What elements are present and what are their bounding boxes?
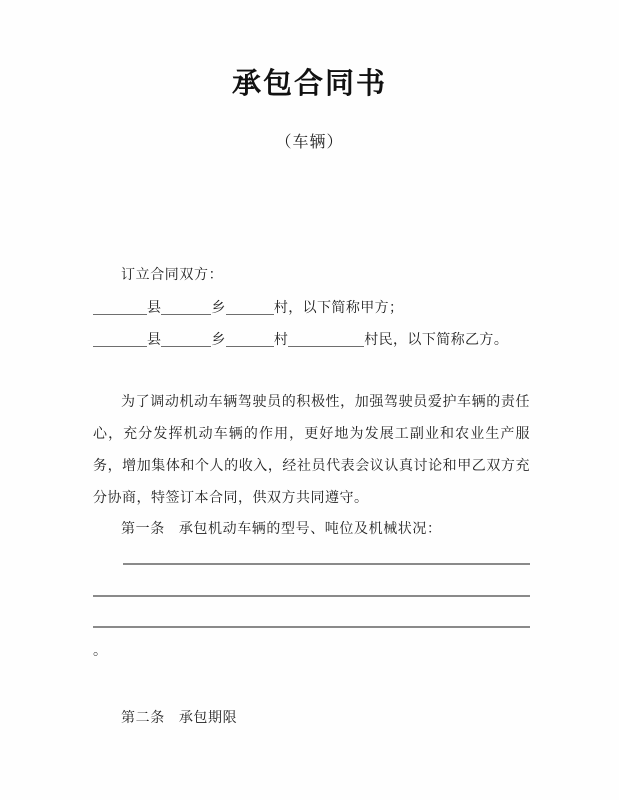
article-one-terminal-period: 。 <box>93 642 107 658</box>
article-two-number: 第二条 <box>121 709 165 725</box>
article-one-blank-line-2[interactable] <box>93 595 530 597</box>
party-b-tail-text: 村民，以下简称乙方。 <box>364 331 509 347</box>
party-a-village-blank[interactable] <box>226 301 274 315</box>
party-b-name-blank[interactable] <box>288 333 364 347</box>
document-subtitle: （车辆） <box>275 134 344 151</box>
party-a-tail-text: ，以下简称甲方； <box>288 299 404 315</box>
party-b-county-label: 县 <box>147 331 162 347</box>
article-one-blank-line-3[interactable] <box>93 626 530 628</box>
article-one-blank-line-1[interactable] <box>123 563 530 565</box>
party-b-township-blank[interactable] <box>161 333 211 347</box>
contract-parties-lead-in: 订立合同双方： <box>121 266 224 282</box>
party-b-village-blank[interactable] <box>226 333 274 347</box>
party-a-county-label: 县 <box>147 299 162 315</box>
party-a-village-label: 村 <box>273 299 289 315</box>
party-a-township-blank[interactable] <box>161 301 211 315</box>
party-a-line <box>93 297 530 317</box>
party-b-line <box>93 329 530 349</box>
article-one-number: 第一条 <box>121 520 165 536</box>
article-one-heading <box>93 518 530 538</box>
article-two-heading <box>93 707 530 727</box>
party-b-village-label: 村 <box>273 331 289 347</box>
article-one-title: 承包机动车辆的型号、吨位及机械状况： <box>178 520 442 536</box>
preamble-paragraph: 为了调动机动车辆驾驶员的积极性，加强驾驶员爱护车辆的责任心，充分发挥机动车辆的作用，更好地为发展工副业和农业生产服务，增加集体和个人的收入，经社员代表会议认真讨论和甲乙双方充分协商，特签订本合同，供双方共同遵守。 <box>93 393 530 505</box>
page-title: 承包合同书 <box>231 66 387 100</box>
party-b-township-label: 乡 <box>211 331 226 347</box>
party-a-township-label: 乡 <box>211 299 226 315</box>
article-two-title: 承包期限 <box>178 709 238 725</box>
party-b-county-blank[interactable] <box>93 333 147 347</box>
party-a-county-blank[interactable] <box>93 301 147 315</box>
